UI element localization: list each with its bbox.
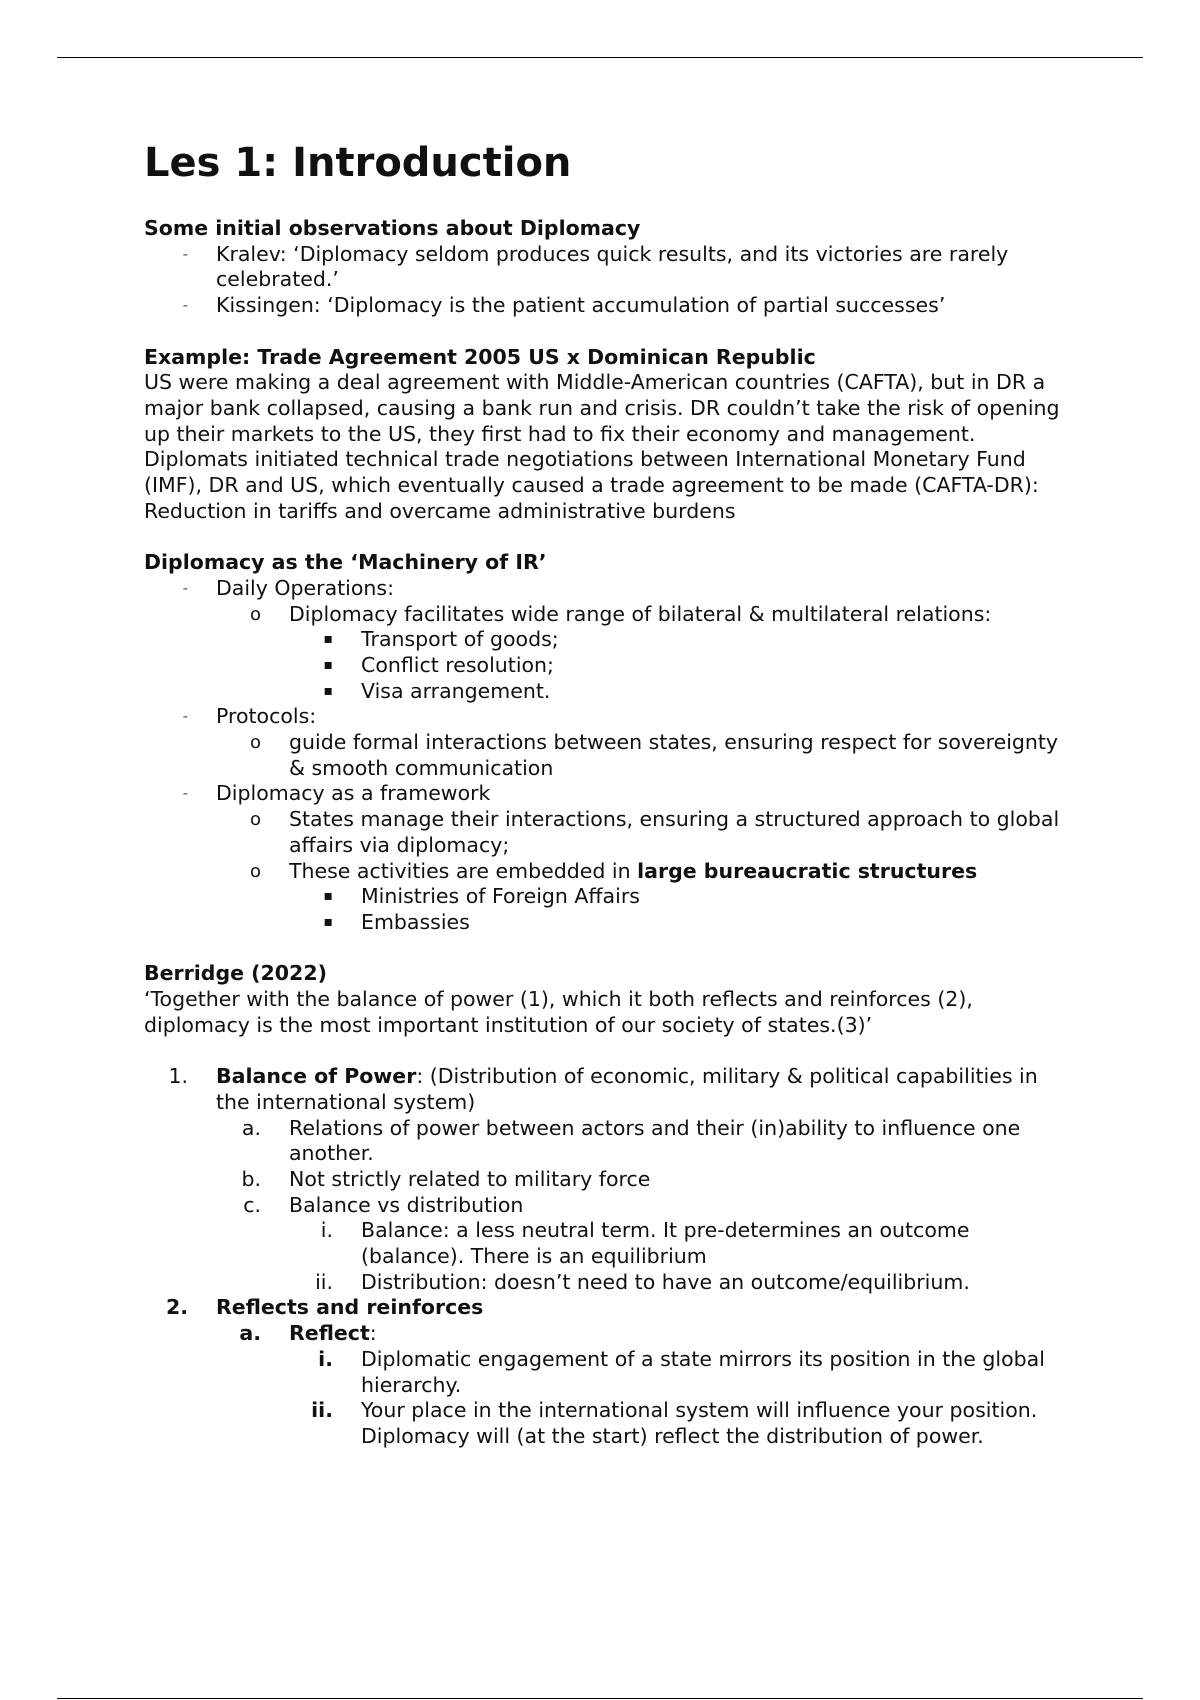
list-item-text: Ministries of Foreign Affairs — [361, 884, 640, 909]
page-title: Les 1: Introduction — [144, 140, 572, 186]
list-item — [144, 859, 1064, 885]
list-item — [144, 884, 1064, 910]
berridge-quote: ‘Together with the balance of power (1), which it both reflects and reinforces (2), diplomacy is the most important institution of our society of states.(3)’ — [144, 987, 973, 1037]
list-item-text: Visa arrangement. — [361, 678, 551, 703]
list-item-text: Balance: a less neutral term. It pre-determines an outcome (balance). There is an equilibrium — [361, 1218, 970, 1269]
roman-marker: i. — [320, 1218, 333, 1243]
circle-bullet: o — [249, 809, 261, 831]
list-item-text: Kralev: ‘Diplomacy seldom produces quick results, and its victories are rarely celebrated.’ — [216, 241, 1009, 292]
roman-marker: ii. — [315, 1269, 333, 1294]
list-item-text-rest: : (Distribution of economic, military & political capabilities in the international system) — [216, 1064, 1038, 1114]
lettered-item — [144, 1167, 1064, 1193]
observations-heading: Some initial observations about Diplomacy — [144, 216, 641, 240]
lettered-item — [144, 1321, 1064, 1347]
dash-bullet: - — [182, 296, 188, 315]
list-item-text: Kissingen: ‘Diplomacy is the patient accumulation of partial successes’ — [216, 293, 946, 318]
list-item — [144, 576, 1064, 602]
dash-bullet: - — [182, 578, 188, 597]
list-item-text: Diplomacy as a framework — [216, 781, 491, 806]
roman-marker — [289, 1398, 333, 1424]
roman-item — [144, 1347, 1064, 1398]
list-item-text: States manage their interactions, ensuring a structured approach to global affairs via diplomacy; — [289, 807, 1060, 857]
header-rule — [57, 57, 1143, 58]
list-item — [144, 910, 1064, 936]
example-paragraph-2: Diplomats initiated technical trade negotiations between International Monetary Fund (IMF), DR and US, which eventually caused a trade agreement to be made (CAFTA-DR): Reduction in tariffs and overcame administrative burdens — [144, 447, 1039, 523]
list-item-text: guide formal interactions between states, ensuring respect for sovereignty & smooth communication — [289, 730, 1059, 780]
bold-phrase: Balance of Power — [216, 1064, 417, 1089]
list-item — [144, 627, 1064, 653]
numbered-item — [144, 1064, 1064, 1115]
roman-item — [144, 1270, 1064, 1296]
bold-phrase: Reflect — [289, 1321, 370, 1346]
list-item-text — [289, 859, 977, 883]
footer-rule — [57, 1698, 1143, 1699]
lettered-item — [144, 1193, 1064, 1219]
bold-phrase: large bureaucratic structures — [637, 858, 978, 883]
list-item — [144, 704, 1064, 730]
list-item-text: Conflict resolution; — [361, 652, 554, 677]
letter-marker: b. — [241, 1166, 261, 1191]
list-item-text: Your place in the international system will influence your position. Diplomacy will (at the start) reflect the distribution of power. — [361, 1398, 1038, 1448]
berridge-heading: Berridge (2022) — [144, 961, 327, 986]
list-item — [144, 807, 1064, 858]
list-item — [144, 653, 1064, 679]
list-item-text: Daily Operations: — [216, 575, 394, 600]
square-bullet: ▪ — [323, 913, 333, 930]
bold-roman: ii. — [311, 1398, 333, 1423]
dash-bullet: - — [182, 707, 188, 726]
circle-bullet: o — [249, 860, 261, 882]
list-item-text: Distribution: doesn’t need to have an outcome/equilibrium. — [361, 1269, 970, 1294]
list-item — [144, 293, 1064, 319]
bold-roman: i. — [318, 1346, 333, 1371]
roman-marker — [289, 1347, 333, 1373]
bold-letter: a. — [239, 1321, 261, 1346]
list-item — [144, 679, 1064, 705]
list-item-text: Balance vs distribution — [289, 1192, 524, 1217]
roman-item — [144, 1398, 1064, 1449]
list-item-text: Protocols: — [216, 704, 317, 729]
list-item — [144, 730, 1064, 781]
letter-marker: a. — [241, 1115, 261, 1140]
example-heading: Example: Trade Agreement 2005 US x Dominican Republic — [144, 344, 816, 369]
example-paragraph-1: US were making a deal agreement with Middle-American countries (CAFTA), but in DR a major bank collapsed, causing a bank run and crisis. DR couldn’t take the risk of opening up their markets to the US, they first had to fix their economy and management. — [144, 370, 1060, 446]
square-bullet: ▪ — [323, 631, 333, 648]
list-item-text-rest: : — [369, 1321, 377, 1346]
square-bullet: ▪ — [323, 656, 333, 673]
list-item-text: Relations of power between actors and their (in)ability to influence one another. — [289, 1115, 1021, 1166]
list-item — [144, 242, 1064, 293]
dash-bullet: - — [182, 244, 188, 263]
dash-bullet: - — [182, 784, 188, 803]
number-marker — [144, 1295, 188, 1321]
list-item-text — [289, 1321, 377, 1345]
document-body — [144, 216, 1064, 1450]
square-bullet: ▪ — [323, 888, 333, 905]
letter-marker: c. — [243, 1192, 261, 1217]
list-item — [144, 781, 1064, 807]
list-item-text: Not strictly related to military force — [289, 1166, 651, 1191]
list-item-text — [216, 1064, 1038, 1114]
list-item — [144, 602, 1064, 628]
square-bullet: ▪ — [323, 682, 333, 699]
circle-bullet: o — [249, 603, 261, 625]
list-item-text: Transport of goods; — [361, 627, 559, 652]
bold-number: 2. — [165, 1295, 188, 1320]
machinery-heading: Diplomacy as the ‘Machinery of IR’ — [144, 550, 547, 575]
bold-phrase: Reflects and reinforces — [216, 1295, 484, 1320]
number-marker: 1. — [168, 1064, 188, 1089]
roman-item — [144, 1218, 1064, 1269]
letter-marker — [216, 1321, 261, 1347]
list-item-text: Diplomatic engagement of a state mirrors its position in the global hierarchy. — [361, 1346, 1045, 1397]
list-item-text: Diplomacy facilitates wide range of bilateral & multilateral relations: — [289, 601, 992, 626]
lettered-item — [144, 1116, 1064, 1167]
numbered-item — [144, 1295, 1064, 1321]
list-item-text-prefix: These activities are embedded in — [289, 858, 638, 883]
list-item-text: Embassies — [361, 909, 470, 934]
circle-bullet: o — [249, 732, 261, 754]
